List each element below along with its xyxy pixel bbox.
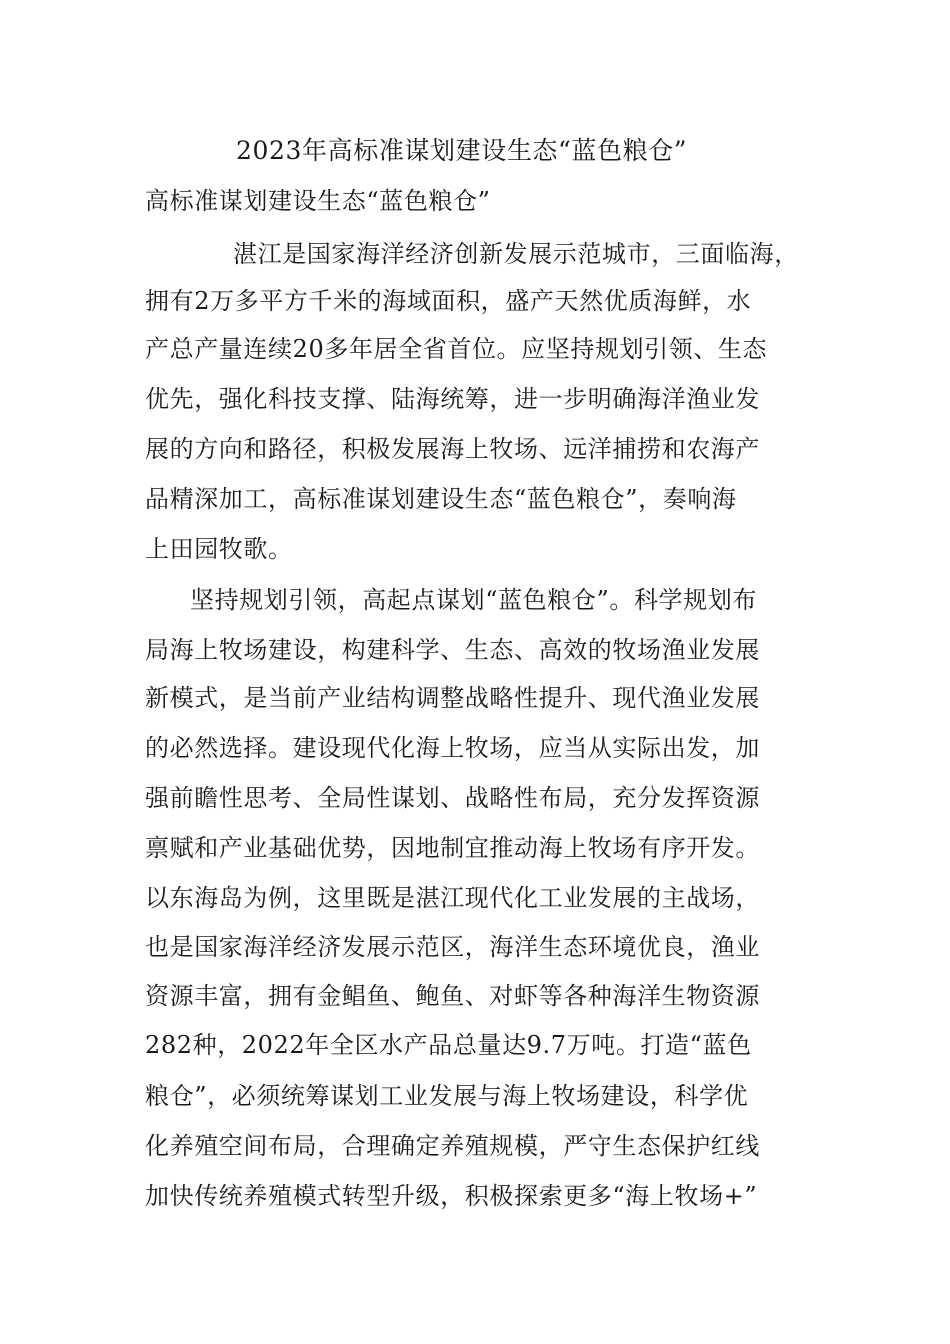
paragraph-line: 拥有2万多平方千米的海域面积，盛产天然优质海鲜，水 (145, 287, 752, 315)
paragraph-line: 展的方向和路径，积极发展海上牧场、远洋捕捞和农海产 (145, 435, 760, 463)
paragraph-line: 上田园牧歌。 (145, 535, 293, 563)
document-title: 2023年高标准谋划建设生态“蓝色粮仓” (236, 136, 688, 165)
paragraph-line: 也是国家海洋经济发展示范区，海洋生态环境优良，渔业 (145, 933, 760, 961)
paragraph-line: 强前瞻性思考、全局性谋划、战略性布局，充分发挥资源 (145, 784, 760, 812)
paragraph-line: 粮仓”，必须统筹谋划工业发展与海上牧场建设，科学优 (145, 1082, 749, 1110)
document-subtitle: 高标准谋划建设生态“蓝色粮仓” (145, 187, 491, 215)
paragraph-line: 禀赋和产业基础优势，因地制宜推动海上牧场有序开发。 (145, 834, 760, 862)
paragraph-line: 以东海岛为例，这里既是湛江现代化工业发展的主战场， (145, 884, 760, 912)
paragraph-line: 化养殖空间布局，合理确定养殖规模，严守生态保护红线 (145, 1132, 760, 1160)
paragraph-line: 品精深加工，高标准谋划建设生态“蓝色粮仓”，奏响海 (145, 485, 737, 513)
paragraph-line: 资源丰富，拥有金鲳鱼、鲍鱼、对虾等各种海洋生物资源 (145, 982, 760, 1010)
paragraph-line: 产总产量连续20多年居全省首位。应坚持规划引领、生态 (145, 335, 768, 363)
paragraph-line: 282种，2022年全区水产品总量达9.7万吨。打造“蓝色 (145, 1031, 752, 1059)
paragraph-line: 坚持规划引领，高起点谋划“蓝色粮仓”。科学规划布 (190, 586, 757, 614)
paragraph-line: 湛江是国家海洋经济创新发展示范城市，三面临海， (233, 240, 799, 268)
paragraph-line: 加快传统养殖模式转型升级，积极探索更多“海上牧场+” (145, 1182, 758, 1210)
paragraph-line: 局海上牧场建设，构建科学、生态、高效的牧场渔业发展 (145, 636, 760, 664)
paragraph-line: 优先，强化科技支撑、陆海统筹，进一步明确海洋渔业发 (145, 385, 760, 413)
paragraph-line: 新模式，是当前产业结构调整战略性提升、现代渔业发展 (145, 684, 760, 712)
paragraph-line: 的必然选择。建设现代化海上牧场，应当从实际出发，加 (145, 734, 760, 762)
